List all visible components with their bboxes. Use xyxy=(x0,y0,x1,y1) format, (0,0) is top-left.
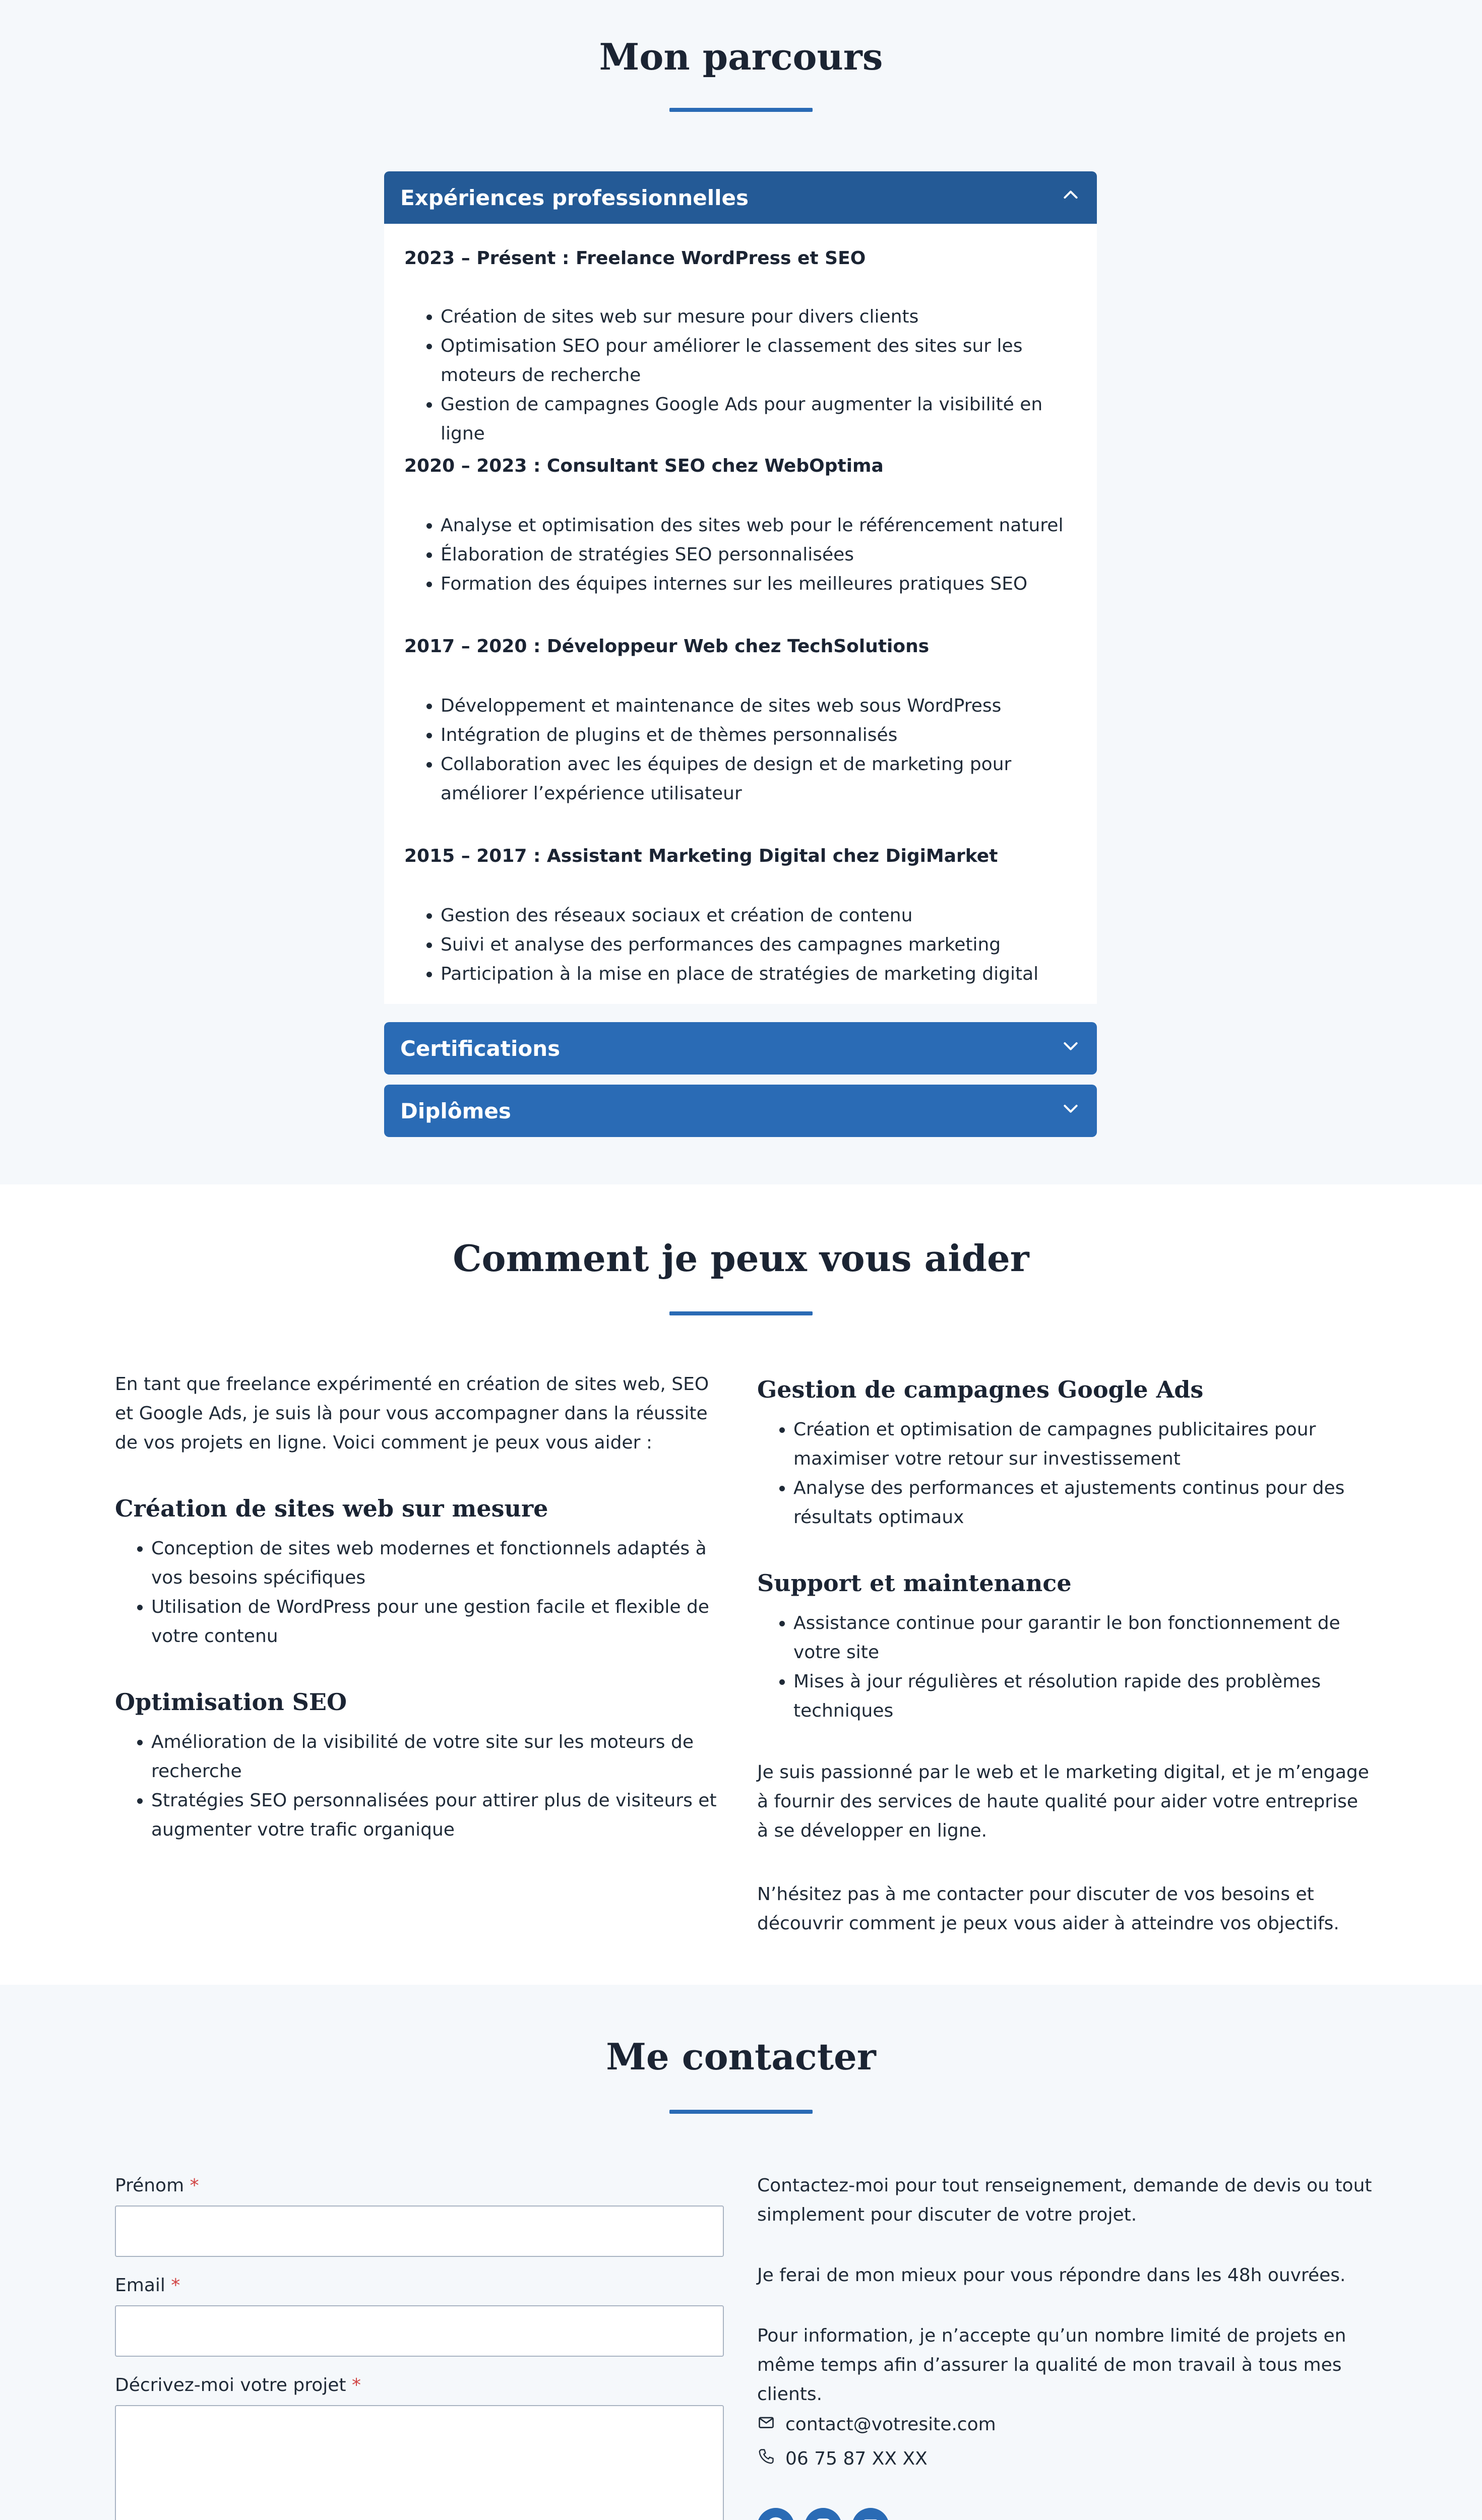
linkedin-icon[interactable] xyxy=(852,2508,889,2520)
title-underline xyxy=(669,108,813,112)
list-item: • Utilisation de WordPress pour une gestion facile et flexible de votre contenu xyxy=(151,1593,725,1651)
chevron-down-icon xyxy=(1061,1036,1081,1061)
service-list xyxy=(757,1415,1372,1532)
list-item: • Optimisation SEO pour améliorer le classement des sites sur les moteurs de recherche xyxy=(441,332,1080,390)
list-item: • Participation à la mise en place de stratégies de marketing digital xyxy=(441,960,1080,989)
service-list xyxy=(115,1728,725,1845)
list-item: • Analyse et optimisation des sites web pour le référencement naturel xyxy=(441,511,1080,540)
accordion-experiences-panel xyxy=(384,224,1097,1004)
accordion-label: Certifications xyxy=(400,1036,561,1061)
contact-phone[interactable] xyxy=(757,2447,928,2470)
contact-info: Pour information, je n’accepte qu’un nombre limité de projets en même temps afin d’assurer la qualité de mon travail à tous mes clients. xyxy=(757,2325,1346,2405)
service-title: Création de sites web sur mesure xyxy=(115,1495,548,1522)
service-title: Gestion de campagnes Google Ads xyxy=(757,1376,1204,1403)
list-item: • Élaboration de stratégies SEO personnalisées xyxy=(441,540,1080,570)
list-item: • Amélioration de la visibilité de votre site sur les moteurs de recherche xyxy=(151,1728,725,1786)
job-list xyxy=(404,511,1080,599)
services-title: Comment je peux vous aider xyxy=(453,1237,1029,1280)
accordion-label: Diplômes xyxy=(400,1098,511,1123)
chevron-up-icon xyxy=(1061,185,1081,210)
label-text: Prénom xyxy=(115,2175,184,2196)
instagram-icon[interactable] xyxy=(805,2508,842,2520)
phone-icon xyxy=(757,2447,785,2470)
job-list xyxy=(404,901,1080,989)
list-item: • Collaboration avec les équipes de design et de marketing pour améliorer l’expérience utilisateur xyxy=(441,750,1080,808)
services-outro: Je suis passionné par le web et le marketing digital, et je m’engage à fournir des services de haute qualité pour aider votre entreprise à se développer en ligne. xyxy=(757,1762,1369,1841)
list-item: • Intégration de plugins et de thèmes personnalisés xyxy=(441,721,1080,750)
required-mark: * xyxy=(352,2375,361,2396)
parcours-title: Mon parcours xyxy=(599,35,883,78)
required-mark: * xyxy=(190,2175,199,2196)
list-item: • Suivi et analyse des performances des campagnes marketing xyxy=(441,930,1080,960)
label-text: Email xyxy=(115,2275,165,2296)
list-item: • Développement et maintenance de sites web sous WordPress xyxy=(441,691,1080,721)
service-list xyxy=(115,1534,725,1651)
job-title: 2017 – 2020 : Développeur Web chez TechSolutions xyxy=(404,636,930,657)
list-item: • Mises à jour régulières et résolution rapide des problèmes techniques xyxy=(793,1667,1372,1726)
contact-email[interactable] xyxy=(757,2413,996,2436)
parcours-section xyxy=(0,0,1482,1184)
list-item: • Assistance continue pour garantir le bon fonctionnement de votre site xyxy=(793,1609,1372,1667)
contact-title: Me contacter xyxy=(606,2035,876,2078)
email-label xyxy=(115,2275,180,2296)
list-item: • Stratégies SEO personnalisées pour attirer plus de visiteurs et augmenter votre trafic organique xyxy=(151,1786,725,1845)
title-underline xyxy=(669,1311,813,1315)
phone-text: 06 75 87 XX XX xyxy=(785,2448,928,2469)
service-title: Support et maintenance xyxy=(757,1569,1072,1597)
list-item: • Analyse des performances et ajustements continus pour des résultats optimaux xyxy=(793,1474,1372,1532)
list-item: • Création et optimisation de campagnes publicitaires pour maximiser votre retour sur investissement xyxy=(793,1415,1372,1474)
accordion-experiences[interactable] xyxy=(384,171,1097,224)
accordion-diplomes[interactable] xyxy=(384,1085,1097,1137)
list-item: • Formation des équipes internes sur les meilleures pratiques SEO xyxy=(441,570,1080,599)
list-item: • Création de sites web sur mesure pour divers clients xyxy=(441,302,1080,332)
mail-icon xyxy=(757,2413,785,2436)
job-title: 2023 – Présent : Freelance WordPress et SEO xyxy=(404,248,866,269)
projet-textarea[interactable] xyxy=(115,2405,724,2520)
email-input[interactable] xyxy=(115,2305,724,2357)
list-item: • Conception de sites web modernes et fonctionnels adaptés à vos besoins spécifiques xyxy=(151,1534,725,1593)
prenom-label xyxy=(115,2175,199,2196)
list-item: • Gestion de campagnes Google Ads pour augmenter la visibilité en ligne xyxy=(441,390,1080,449)
services-outro: N’hésitez pas à me contacter pour discuter de vos besoins et découvrir comment je peux vous aider à atteindre vos objectifs. xyxy=(757,1884,1339,1934)
required-mark: * xyxy=(171,2275,180,2296)
label-text: Décrivez-moi votre projet xyxy=(115,2375,346,2396)
contact-info: Contactez-moi pour tout renseignement, demande de devis ou tout simplement pour discuter de votre projet. xyxy=(757,2175,1372,2225)
job-title: 2020 – 2023 : Consultant SEO chez WebOptima xyxy=(404,456,884,476)
service-list xyxy=(757,1609,1372,1726)
projet-label xyxy=(115,2375,361,2396)
prenom-input[interactable] xyxy=(115,2206,724,2257)
service-title: Optimisation SEO xyxy=(115,1688,347,1716)
services-intro: En tant que freelance expérimenté en création de sites web, SEO et Google Ads, je suis là pour vous accompagner dans la réussite de vos projets en ligne. Voici comment je peux vous aider : xyxy=(115,1374,709,1453)
accordion-label: Expériences professionnelles xyxy=(400,185,749,210)
list-item: • Gestion des réseaux sociaux et création de contenu xyxy=(441,901,1080,930)
email-text: contact@votresite.com xyxy=(785,2414,996,2435)
chevron-down-icon xyxy=(1061,1098,1081,1123)
job-title: 2015 – 2017 : Assistant Marketing Digital chez DigiMarket xyxy=(404,846,998,866)
title-underline xyxy=(669,2110,813,2114)
contact-section xyxy=(0,1985,1482,2520)
accordion-certifications[interactable] xyxy=(384,1022,1097,1075)
job-list xyxy=(404,691,1080,808)
facebook-icon[interactable] xyxy=(757,2508,794,2520)
job-list xyxy=(404,302,1080,449)
contact-info: Je ferai de mon mieux pour vous répondre dans les 48h ouvrées. xyxy=(757,2265,1346,2286)
services-section xyxy=(0,1184,1482,1985)
